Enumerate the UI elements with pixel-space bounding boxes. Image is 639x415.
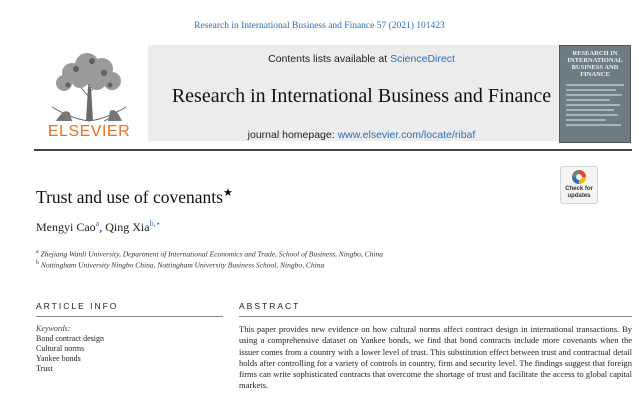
journal-header — [148, 45, 575, 141]
check-updates-label: Check for updates — [565, 186, 593, 199]
author-list — [36, 219, 161, 235]
keyword-item: Cultural norms — [36, 344, 85, 353]
keywords-label: Keywords: — [36, 324, 71, 333]
keyword-item: Trust — [36, 364, 53, 373]
paper-title-text: Trust and use of covenants — [36, 186, 223, 207]
author-separator: , — [99, 220, 106, 234]
author-name[interactable]: Mengyi Cao — [36, 220, 96, 234]
affiliation-mark: b — [36, 260, 39, 266]
elsevier-logo[interactable] — [34, 41, 144, 145]
author-affiliation-mark[interactable]: b,⋆ — [149, 219, 161, 228]
paper-title — [36, 186, 233, 208]
contents-prefix: Contents lists available at — [268, 53, 391, 65]
abstract-text: This paper provides new evidence on how cultural norms affect contract design in international transactions. By using a comprehensive dataset on Yankee bonds, we find that bond contracts include more covenants when the issuer comes from a country with a lower level of trust. This substitution effect between trust and contractual detail holds after controlling for a variety of controls in country, firm and security level. The findings suggest that foreign firms can write sophisticated contracts that overcome the shortage of trust and facilitate the access to global capital markets. — [239, 324, 632, 391]
article-info-divider — [36, 316, 223, 317]
check-updates-icon — [572, 170, 586, 184]
homepage-line — [148, 129, 575, 141]
keywords-block — [36, 324, 104, 374]
article-info-heading: ARTICLE INFO — [36, 301, 119, 311]
contents-line — [148, 53, 575, 65]
journal-homepage-link[interactable]: www.elsevier.com/locate/ribaf — [337, 129, 476, 141]
affiliation — [36, 249, 383, 259]
keyword-item: Yankee bonds — [36, 354, 81, 363]
keyword-item: Bond contract design — [36, 334, 104, 343]
journal-citation[interactable]: Research in International Business and Finance 57 (2021) 101423 — [194, 21, 445, 31]
cover-title: RESEARCH IN INTERNATIONAL BUSINESS AND FINANCE — [567, 50, 623, 78]
publisher-name: ELSEVIER — [47, 123, 131, 140]
author-affiliation-mark[interactable]: a — [95, 219, 100, 228]
header-divider — [34, 149, 632, 151]
journal-banner — [34, 41, 634, 145]
abstract-divider — [239, 316, 632, 317]
title-footnote-star[interactable]: ★ — [222, 187, 233, 199]
journal-title[interactable]: Research in International Business and Finance — [171, 85, 552, 107]
check-for-updates-button[interactable] — [560, 166, 598, 204]
affiliation-text: Nottingham University Ningbo China, Nottingham University Business School, Ningbo, China — [40, 260, 325, 270]
cover-decoration — [566, 84, 624, 129]
journal-cover-thumbnail[interactable] — [559, 45, 631, 143]
sciencedirect-link[interactable]: ScienceDirect — [390, 53, 455, 65]
tree-icon — [42, 47, 136, 123]
abstract-heading: ABSTRACT — [239, 301, 301, 311]
affiliation-text: Zhejiang Wanli University, Department of International Economics and Trade, School of Business, Ningbo, China — [40, 249, 383, 259]
homepage-prefix: journal homepage: — [247, 129, 338, 141]
affiliation — [36, 260, 324, 270]
author-name[interactable]: Qing Xia — [105, 220, 150, 234]
affiliation-mark: a — [36, 249, 39, 255]
